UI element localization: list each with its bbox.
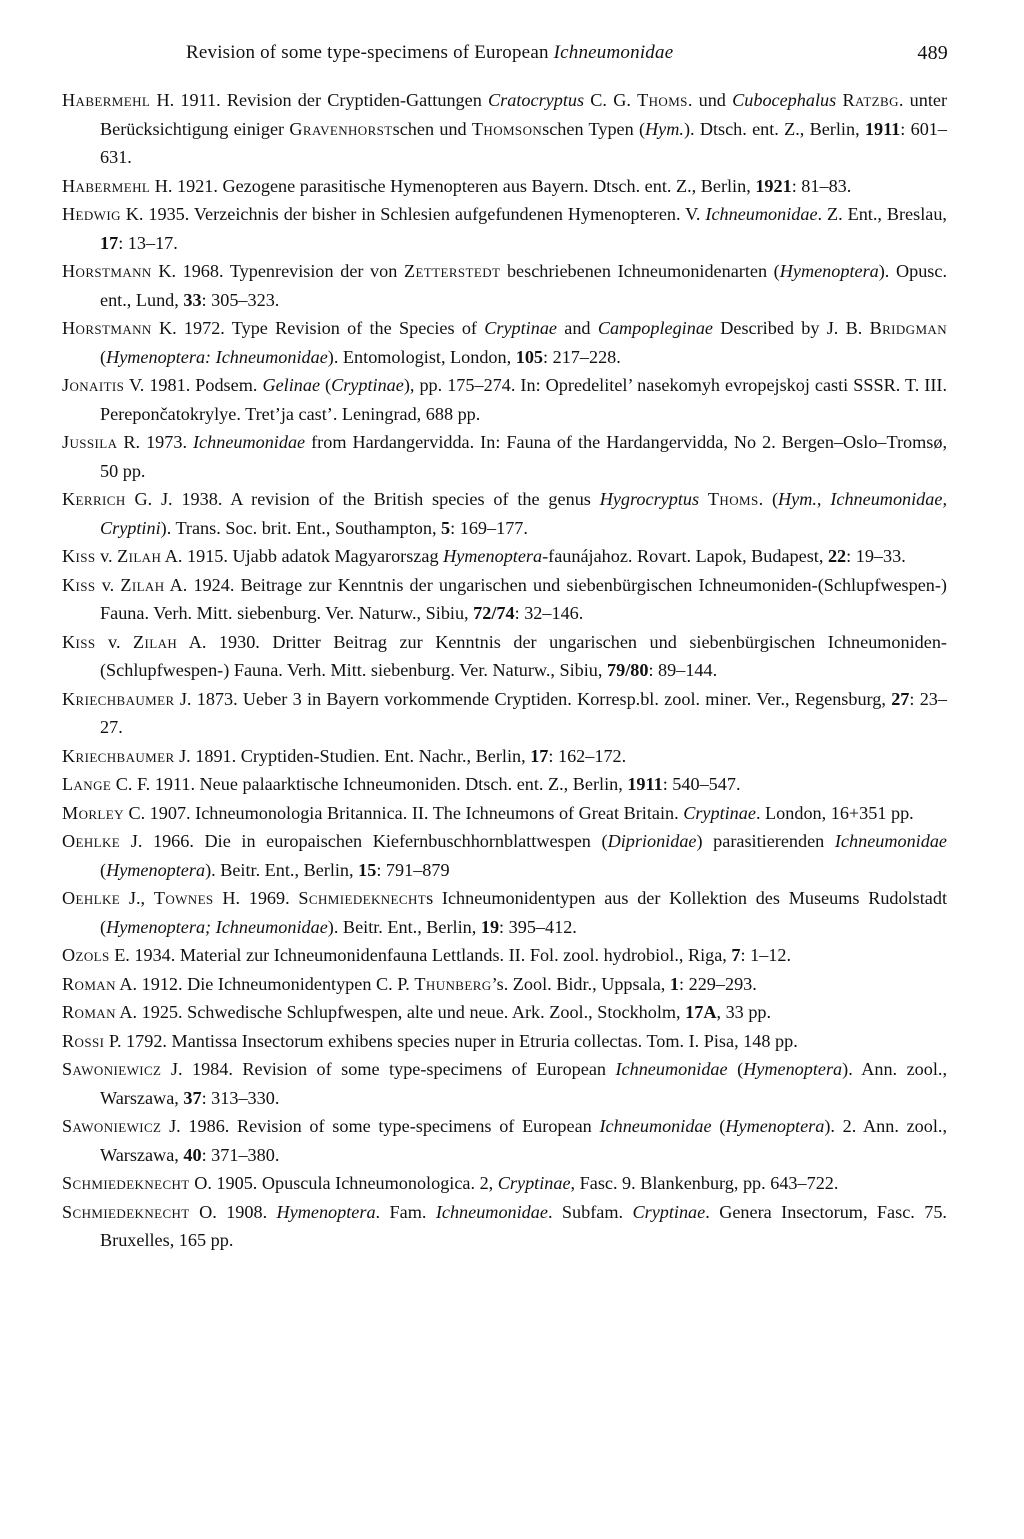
reference-text: O. 1908. [189, 1201, 277, 1222]
author-name: Schmiedeknecht [62, 1173, 190, 1193]
reference-entry [62, 941, 947, 970]
reference-text: . und [687, 90, 733, 110]
volume-number: 79/80 [607, 660, 649, 680]
reference-text: . London, 16+351 pp. [755, 802, 914, 823]
italic-text: Hym., Ichneumonidae, Cryptini [100, 489, 947, 538]
author-name: Rossi [62, 1030, 105, 1051]
reference-text: ). Entomologist, London, [327, 346, 516, 367]
reference-text: Described by J. B. [713, 318, 870, 338]
author-name: Kiss [62, 574, 96, 595]
author-name: Oehlke [62, 831, 121, 851]
italic-text: Hymenoptera [725, 1116, 825, 1136]
reference-entry [62, 628, 947, 685]
italic-text: Cryptinae [683, 802, 756, 823]
reference-text: : 19–33. [846, 546, 906, 566]
reference-text: : 601–631. [100, 118, 947, 167]
reference-text: R. 1973. [117, 432, 193, 452]
reference-text: . Genera Insectorum, Fasc. 75. Bruxelles, 165 pp. [100, 1201, 947, 1250]
italic-text: Ichneumonidae [705, 204, 818, 224]
volume-number: 1921 [755, 175, 792, 196]
reference-entry [62, 172, 947, 201]
author-name: Zilah [117, 546, 162, 566]
author-name: Ozols [62, 945, 110, 965]
italic-text: Cryptinae [484, 318, 557, 338]
author-name: Habermehl [62, 175, 151, 196]
reference-text: J. 1986. Revision of some type-specimens of European [161, 1116, 600, 1136]
reference-text: ). Beitr. Ent., Berlin, [327, 916, 481, 937]
volume-number: 72/74 [473, 603, 515, 623]
reference-text: : 169–177. [450, 517, 528, 538]
volume-number: 5 [441, 517, 451, 538]
reference-text: . Z. Ent., Breslau, [817, 204, 947, 224]
author-name: Roman [62, 1002, 116, 1022]
reference-entry [62, 1169, 947, 1198]
author-name: Thoms [707, 489, 759, 509]
reference-text: v. [95, 631, 134, 652]
reference-entry [62, 485, 947, 542]
reference-text: : 540–547. [662, 774, 741, 794]
reference-text: -faunájahoz. Rovart. Lapok, Budapest, [542, 546, 828, 566]
reference-entry [62, 1112, 947, 1169]
italic-text: Cubocephalus [732, 90, 837, 110]
reference-entry [62, 428, 947, 485]
reference-entry [62, 827, 947, 884]
reference-text: A. 1912. Die Ichneumonidentypen C. P. [115, 973, 415, 994]
reference-text: : 371–380. [201, 1144, 280, 1165]
italic-text: Ichneumonidae [193, 432, 306, 452]
reference-text: ) parasitierenden [696, 831, 835, 851]
reference-entry [62, 1198, 947, 1255]
reference-text: H. 1911. Revision der Cryptiden-Gattungen [150, 90, 489, 110]
italic-text: Hymenoptera [443, 546, 543, 566]
reference-text: : 217–228. [543, 346, 621, 367]
reference-text: . unter Berücksichtigung einiger [100, 90, 948, 139]
reference-text: A. 1924. Beitrage zur Kenntnis der ungarischen und siebenbürgischen Ichneumoniden-(Schlupfwespen-) Fauna. Verh. Mitt. siebenburg. Ver. Naturw., Sibiu, [100, 574, 947, 623]
reference-text: J. 1873. Ueber 3 in Bayern vorkommende Cryptiden. Korresp.bl. zool. miner. Ver., Regensburg, [174, 688, 892, 709]
reference-entry [62, 799, 947, 828]
reference-entry [62, 1055, 947, 1112]
reference-text: ’s. Zool. Bidr., Uppsala, [491, 973, 670, 994]
reference-text: K. 1968. Typenrevision der von [151, 261, 404, 281]
reference-text: : 13–17. [118, 232, 178, 253]
author-name: Kerrich [62, 489, 126, 509]
author-name: Gravenhorst [289, 118, 393, 139]
reference-entry [62, 998, 947, 1027]
reference-text: ( [727, 1059, 744, 1079]
author-name: Thoms [637, 90, 688, 110]
italic-text: Hymenoptera [276, 1201, 376, 1222]
reference-text: E. 1934. Material zur Ichneumonidenfauna Lettlands. II. Fol. zool. hydrobiol., Riga, [109, 945, 732, 965]
italic-text: Hymenoptera [743, 1059, 843, 1079]
reference-text: O. 1905. Opuscula Ichneumonologica. 2, [189, 1173, 498, 1193]
italic-text: Hygrocryptus [599, 489, 700, 509]
author-name: Zilah [120, 574, 165, 595]
reference-entry [62, 371, 947, 428]
reference-text: ). Beitr. Ent., Berlin, [205, 859, 359, 880]
reference-text: , Fasc. 9. Blankenburg, pp. 643–722. [570, 1173, 839, 1193]
volume-number: 1911 [627, 774, 663, 794]
reference-entry [62, 770, 947, 799]
reference-text: A. 1930. Dritter Beitrag zur Kenntnis der ungarischen und siebenbürgischen Ichneumoniden-(Schlupfwespen-) Fauna. Verh. Mitt. siebenburg. Ver. Naturw., Sibiu, [100, 631, 947, 680]
author-name: Thomson [471, 118, 543, 139]
reference-text: J., [120, 888, 154, 908]
author-name: Jussila [62, 432, 118, 452]
reference-text: . Fam. [375, 1201, 436, 1222]
reference-text: C. 1907. Ichneumonologia Britannica. II. The Ichneumons of Great Britain. [123, 802, 684, 823]
reference-text: , 33 pp. [716, 1002, 772, 1022]
volume-number: 33 [183, 289, 202, 310]
author-name: Schmiedeknecht [62, 1201, 190, 1222]
author-name: Sawoniewicz [62, 1116, 162, 1136]
reference-entry [62, 314, 947, 371]
author-name: Thunberg [414, 973, 492, 994]
italic-text: Campopleginae [597, 318, 713, 338]
volume-number: 27 [891, 688, 910, 709]
author-name: Zilah [133, 631, 178, 652]
author-name: Jonaitis [62, 375, 125, 395]
italic-text: Ichneumonidae [599, 1116, 712, 1136]
reference-text: A. 1925. Schwedische Schlupfwespen, alte und neue. Ark. Zool., Stockholm, [115, 1002, 686, 1022]
reference-text: ). 2. Ann. zool., Warszawa, [100, 1116, 947, 1165]
reference-list [62, 86, 947, 1255]
running-title [186, 42, 673, 64]
author-name: Kiss [62, 546, 96, 566]
italic-text: Gelinae [262, 375, 321, 395]
author-name: Hedwig [62, 204, 121, 224]
author-name: Kriechbaumer [62, 745, 175, 766]
italic-text: Ichneumonidae [615, 1059, 728, 1079]
reference-text: : 81–83. [791, 175, 852, 196]
italic-text: Cryptinae [497, 1173, 571, 1193]
author-name: Kriechbaumer [62, 688, 175, 709]
reference-text: . Subfam. [547, 1201, 633, 1222]
reference-text: : 23–27. [100, 688, 947, 737]
reference-text: : 162–172. [548, 745, 627, 766]
author-name: Zetterstedt [403, 261, 501, 281]
reference-text: ). Ann. zool., Warszawa, [100, 1059, 947, 1108]
reference-text: : 395–412. [499, 916, 577, 937]
page-number: 489 [917, 42, 948, 64]
reference-entry [62, 86, 947, 172]
reference-text: : 791–879 [376, 859, 450, 880]
reference-text: ). Trans. Soc. brit. Ent., Southampton, [160, 517, 442, 538]
volume-number: 19 [480, 916, 500, 937]
italic-text: Cryptinae [632, 1201, 706, 1222]
author-name: Horstmann [62, 261, 152, 281]
volume-number: 7 [731, 945, 741, 965]
reference-text: K. 1935. Verzeichnis der bisher in Schlesien aufgefundenen Hymenopteren. V. [120, 204, 706, 224]
reference-text [699, 489, 708, 509]
reference-text: . ( [758, 489, 779, 509]
volume-number: 105 [515, 346, 543, 367]
running-header [186, 42, 948, 74]
reference-text: K. 1972. Type Revision of the Species of [151, 318, 485, 338]
italic-text: Hym. [645, 118, 684, 139]
author-name: Oehlke [62, 888, 121, 908]
reference-text: H. 1921. Gezogene parasitische Hymenopteren aus Bayern. Dtsch. ent. Z., Berlin, [150, 175, 756, 196]
volume-number: 37 [183, 1087, 202, 1108]
reference-text: : 313–330. [201, 1087, 280, 1108]
author-name: Schmiedeknecht [298, 888, 427, 908]
reference-text: C. F. 1911. Neue palaarktische Ichneumoniden. Dtsch. ent. Z., Berlin, [111, 774, 628, 794]
volume-number: 22 [827, 546, 847, 566]
reference-entry [62, 1027, 947, 1056]
reference-text: schen Typen ( [542, 118, 646, 139]
author-name: Habermehl [62, 90, 151, 110]
reference-entry [62, 542, 947, 571]
author-name: Roman [62, 973, 116, 994]
reference-text: and [557, 318, 598, 338]
reference-entry [62, 884, 947, 941]
reference-text: ( [100, 859, 107, 880]
reference-text: C. G. [584, 90, 638, 110]
volume-number: 17 [530, 745, 549, 766]
italic-text: Hymenoptera [106, 859, 206, 880]
italic-text: Cryptinae [331, 375, 404, 395]
author-name: Sawoniewicz [62, 1059, 162, 1079]
reference-entry [62, 571, 947, 628]
reference-text: J. 1984. Revision of some type-specimens of European [161, 1059, 616, 1079]
italic-text: Hymenoptera; Ichneumonidae [106, 916, 328, 937]
reference-entry [62, 685, 947, 742]
volume-number: 17 [100, 232, 119, 253]
reference-entry [62, 200, 947, 257]
italic-text: Ichneumonidae [435, 1201, 548, 1222]
reference-text: J. 1891. Cryptiden-Studien. Ent. Nachr., Berlin, [174, 745, 531, 766]
reference-text: : 89–144. [648, 660, 718, 680]
running-title-italic: Ichneumonidae [553, 42, 674, 63]
reference-entry [62, 257, 947, 314]
author-name: Townes [153, 888, 214, 908]
volume-number: 15 [358, 859, 377, 880]
reference-text: ( [320, 375, 332, 395]
running-title-text: Revision of some type-specimens of European [186, 42, 554, 63]
volume-number: 1911 [864, 118, 901, 139]
italic-text: Ichneumonidae [834, 831, 947, 851]
reference-text: from Hardangervidda. In: Fauna of the Hardangervidda, No 2. Bergen–Oslo–Tromsø, 50 pp. [100, 432, 947, 481]
reference-text: ), pp. 175–274. In: Opredelitel’ nasekomyh evropejskoj casti SSSR. T. III. Perepončatokrylye. Tret’ja cast’. Leningrad, 688 pp. [100, 375, 948, 424]
reference-text: ( [100, 346, 107, 367]
author-name: Horstmann [62, 318, 152, 338]
reference-text: v. [95, 574, 121, 595]
reference-text: beschriebenen Ichneumonidenarten ( [500, 261, 780, 281]
reference-text: : 305–323. [201, 289, 280, 310]
reference-text: schen und [392, 118, 472, 139]
reference-text: V. 1981. Podsem. [124, 375, 263, 395]
reference-text: ( [711, 1116, 726, 1136]
reference-text: ). Dtsch. ent. Z., Berlin, [683, 118, 865, 139]
author-name: Kiss [62, 631, 96, 652]
author-name: Morley [62, 802, 124, 823]
reference-text: J. 1966. Die in europaischen Kiefernbuschhornblattwespen ( [120, 831, 608, 851]
reference-text: H. 1969. [213, 888, 299, 908]
volume-number: 1 [669, 973, 679, 994]
reference-text: : 1–12. [740, 945, 792, 965]
author-name: Bridgman [869, 318, 948, 338]
reference-entry [62, 742, 947, 771]
italic-text: Hymenoptera: Ichneumonidae [106, 346, 328, 367]
reference-entry [62, 970, 947, 999]
reference-text: : 229–293. [679, 973, 757, 994]
author-name: Ratzbg [842, 90, 899, 110]
reference-text: : 32–146. [514, 603, 584, 623]
reference-text: A. 1915. Ujabb adatok Magyarorszag [161, 546, 444, 566]
reference-text: s Ichneumonidentypen aus der Kollektion des Museums Rudolstadt ( [100, 888, 948, 937]
reference-text: G. J. 1938. A revision of the British species of the genus [125, 489, 600, 509]
volume-number: 17A [685, 1002, 717, 1022]
italic-text: Cratocryptus [488, 90, 585, 110]
italic-text: Diprionidae [607, 831, 697, 851]
volume-number: 40 [183, 1144, 202, 1165]
reference-text: ). Opusc. ent., Lund, [100, 261, 947, 310]
author-name: Lange [62, 774, 112, 794]
reference-text: v. [95, 546, 118, 566]
reference-text: P. 1792. Mantissa Insectorum exhibens species nuper in Etruria collectas. Tom. I. Pisa, 148 pp. [104, 1030, 798, 1051]
italic-text: Hymenoptera [779, 261, 879, 281]
